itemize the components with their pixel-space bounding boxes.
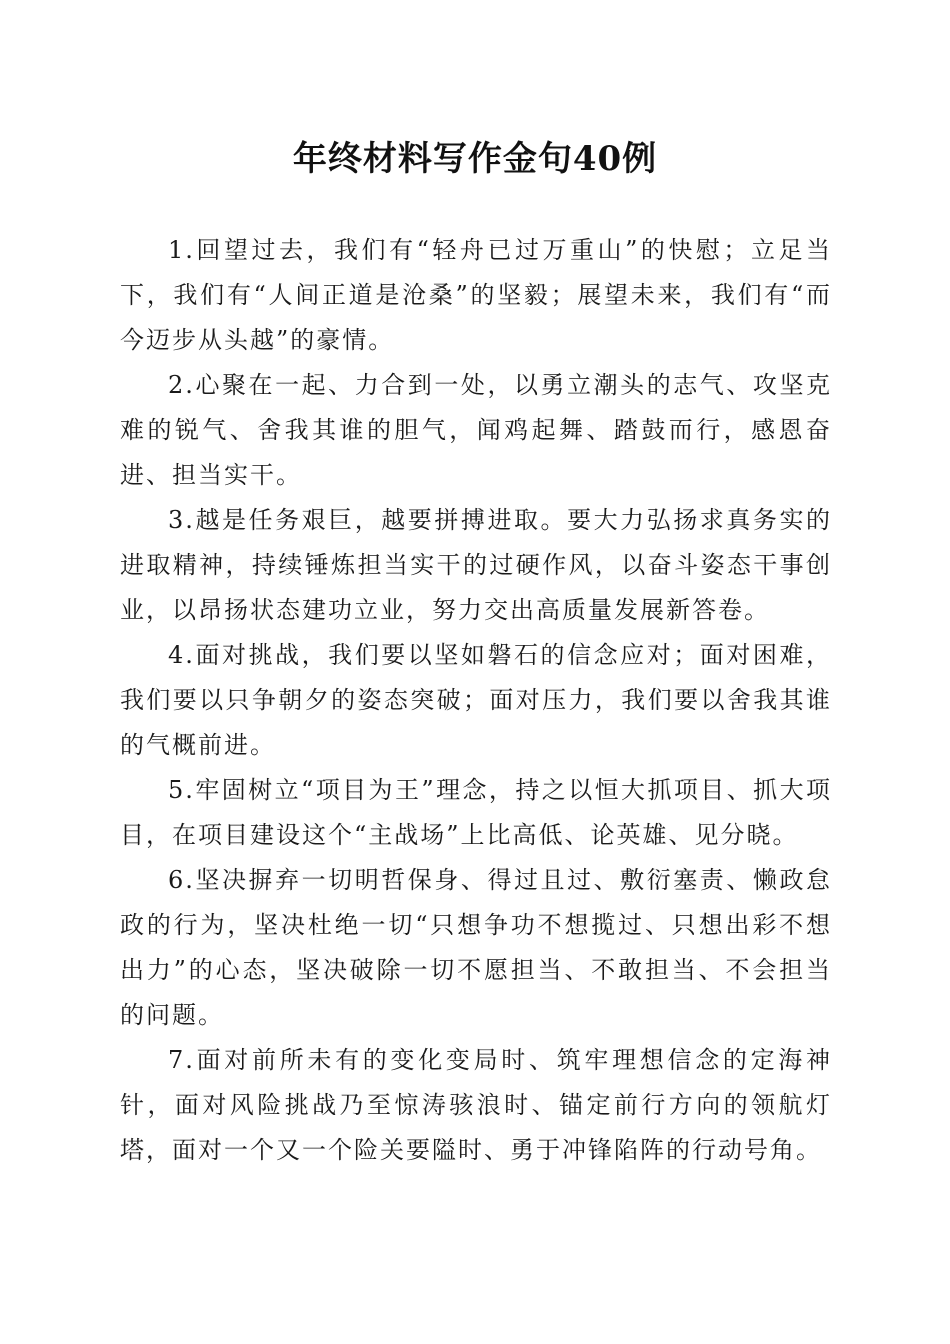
paragraph-6: 6.坚决摒弃一切明哲保身、得过且过、敷衍塞责、懒政怠政的行为，坚决杜绝一切“只想争功不想揽过、只想出彩不想出力”的心态，坚决破除一切不愿担当、不敢担当、不会担当的问题。 (120, 866, 832, 1029)
document-title: 年终材料写作金句40例 (292, 139, 658, 179)
paragraph-1: 1.回望过去，我们有“轻舟已过万重山”的快慰；立足当下，我们有“人间正道是沧桑”的坚毅；展望未来，我们有“而今迈步从头越”的豪情。 (120, 236, 832, 354)
paragraph-3: 3.越是任务艰巨，越要拼搏进取。要大力弘扬求真务实的进取精神，持续锤炼担当实干的过硬作风，以奋斗姿态干事创业，以昂扬状态建功立业，努力交出高质量发展新答卷。 (120, 506, 832, 624)
paragraph-2: 2.心聚在一起、力合到一处，以勇立潮头的志气、攻坚克难的锐气、舍我其谁的胆气，闻鸡起舞、踏鼓而行，感恩奋进、担当实干。 (120, 371, 832, 489)
paragraph-7: 7.面对前所未有的变化变局时、筑牢理想信念的定海神针，面对风险挑战乃至惊涛骇浪时、锚定前行方向的领航灯塔，面对一个又一个险关要隘时、勇于冲锋陷阵的行动号角。 (120, 1046, 832, 1164)
document-body (120, 228, 832, 1173)
paragraph-5: 5.牢固树立“项目为王”理念，持之以恒大抓项目、抓大项目，在项目建设这个“主战场”上比高低、论英雄、见分晓。 (120, 776, 832, 849)
paragraph-4: 4.面对挑战，我们要以坚如磐石的信念应对；面对困难，我们要以只争朝夕的姿态突破；面对压力，我们要以舍我其谁的气概前进。 (120, 641, 832, 759)
